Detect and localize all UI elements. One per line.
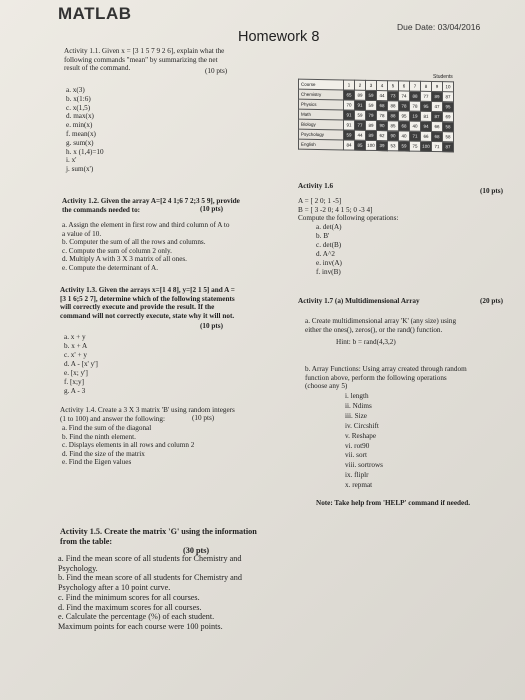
activity-1-7-part-b — [305, 365, 467, 391]
score-cell: 89 — [355, 90, 366, 100]
list-item: e. Find the Eigen values — [62, 458, 132, 466]
activity-1-3-line: will correctly execute and provide the result. If the — [60, 303, 215, 311]
list-item: c. Find the minimum scores for all courses. — [58, 592, 200, 602]
score-cell: 90 — [388, 131, 399, 141]
score-cell: 66 — [421, 131, 432, 141]
score-cell: 88 — [410, 91, 421, 101]
score-cell: 78 — [399, 101, 410, 111]
activity-1-5-items — [58, 554, 242, 632]
score-cell: 58 — [443, 122, 454, 132]
score-cell: 77 — [421, 91, 432, 101]
score-cell: 58 — [443, 132, 454, 142]
course-name: Physics — [299, 99, 344, 110]
list-item: Psychology after a 10 point curve. — [58, 583, 171, 593]
score-cell: 40 — [410, 121, 421, 131]
score-cell: 88 — [388, 101, 399, 111]
list-item: b. B' — [316, 231, 330, 240]
score-cell: 87 — [432, 111, 443, 121]
activity-1-5-points: (30 pts) — [183, 546, 210, 555]
score-cell: 90 — [377, 121, 388, 131]
activity-1-7-points: (20 pts) — [480, 297, 503, 305]
list-item: f. mean(x) — [66, 129, 96, 138]
score-cell: 47 — [432, 101, 443, 111]
activity-1-3-items — [64, 333, 98, 396]
list-item: ix. fliplr — [345, 471, 369, 480]
list-item: iv. Circshift — [345, 421, 379, 430]
list-item: d. Multiply A with 3 X 3 matrix of all ones. — [62, 255, 187, 263]
activity-1-6-line: Compute the following operations: — [298, 214, 399, 222]
activity-1-1-points: (10 pts) — [205, 67, 228, 75]
list-item: f. inv(B) — [316, 267, 341, 276]
list-item: a. x(3) — [66, 86, 85, 94]
table-row — [299, 139, 454, 152]
score-cell: 44 — [377, 91, 388, 101]
score-cell: 53 — [388, 141, 399, 151]
score-cell: 91 — [344, 120, 355, 130]
column-header: 10 — [443, 82, 454, 92]
list-item: a. Find the sum of the diagonal — [62, 424, 152, 432]
activity-1-6-title: Activity 1.6 — [298, 182, 334, 190]
activity-1-1-items — [66, 86, 104, 174]
activity-1-2-items — [62, 221, 229, 272]
course-name: Chemistry — [299, 89, 344, 100]
list-item: b. Find the ninth element. — [62, 432, 136, 441]
column-header: 5 — [388, 81, 399, 91]
course-name: Psychology — [299, 129, 344, 140]
score-cell: 59 — [366, 100, 377, 110]
list-item: e. [x; y'] — [64, 369, 88, 377]
score-cell: 88 — [388, 111, 399, 121]
list-item: b. x(1:6) — [66, 94, 91, 103]
score-cell: 77 — [355, 120, 366, 130]
list-item: a. det(A) — [316, 223, 342, 231]
list-item: a. Assign the element in first row and third column of A to — [62, 221, 230, 229]
score-cell: 68 — [399, 121, 410, 131]
score-cell: 68 — [432, 131, 443, 141]
score-cell: 95 — [421, 101, 432, 111]
activity-1-2-line: the commands needed to: — [62, 205, 141, 214]
list-item: a. Find the mean score of all students for Chemistry and — [58, 554, 242, 563]
score-cell: 19 — [410, 111, 421, 121]
score-cell: 85 — [388, 121, 399, 131]
score-cell: 94 — [421, 121, 432, 131]
score-cell: 62 — [377, 131, 388, 141]
score-cell: 40 — [399, 131, 410, 141]
score-cell: 71 — [410, 131, 421, 141]
activity-1-5-line: from the table: — [60, 536, 113, 546]
score-cell: 89 — [366, 120, 377, 130]
score-cell: 69 — [443, 112, 454, 122]
list-item: vii. sort — [345, 451, 367, 460]
activity-1-4-points: (10 pts) — [192, 414, 215, 422]
list-item: iii. Size — [345, 411, 367, 420]
list-item: h. x (1,4)=10 — [66, 147, 104, 156]
list-item: g. A - 3 — [64, 387, 86, 395]
list-item: d. A - [x' y'] — [64, 360, 98, 368]
score-cell: 39 — [377, 141, 388, 151]
score-cell: 68 — [377, 101, 388, 111]
activity-1-2-points: (10 pts) — [200, 205, 223, 213]
homework-title: Homework 8 — [238, 29, 320, 45]
activity-1-3-line: command will not correctly execute, state why it will not. — [60, 311, 235, 320]
activity-1-1-line: Activity 1.1. Given x = [3 1 5 7 9 2 6], explain what the — [64, 47, 225, 55]
activity-1-2-line: Activity 1.2. Given the array A=[2 4 1;6 7 2;3 5 9], provide — [62, 197, 240, 205]
score-cell: 87 — [443, 142, 454, 152]
list-item: d. Find the maximum scores for all courses. — [58, 602, 202, 612]
course-name: Math — [299, 109, 344, 120]
list-item: i. x' — [66, 156, 77, 165]
course-title: MATLAB — [58, 4, 132, 23]
list-item: f. [x;y] — [64, 378, 84, 386]
list-item: vi. rot90 — [345, 441, 370, 450]
activity-1-6-line: B = [ 3 -2 0; 4 1 5; 0 -3 4] — [298, 205, 373, 214]
activity-1-6-points: (10 pts) — [480, 187, 503, 195]
column-header: 7 — [410, 81, 421, 91]
activity-1-4-items — [62, 424, 194, 467]
score-cell: 89 — [432, 91, 443, 101]
activity-1-1-line: result of the command. — [64, 64, 131, 72]
list-item: e. Compute the determinant of A. — [62, 263, 159, 272]
column-header: 3 — [366, 80, 377, 90]
score-cell: 73 — [388, 91, 399, 101]
score-cell: 79 — [366, 110, 377, 120]
activity-1-1 — [64, 47, 224, 73]
score-cell: 59 — [355, 110, 366, 120]
activity-1-3 — [60, 286, 235, 320]
list-item: c. x(1,5) — [66, 103, 91, 112]
activity-1-3-points: (10 pts) — [200, 322, 223, 330]
score-cell: 74 — [399, 91, 410, 101]
list-item: Psychology. — [58, 563, 98, 573]
activity-1-7-line: a. Create multidimensional array 'K' (any size) using — [305, 317, 457, 325]
score-cell: 100 — [366, 140, 377, 150]
score-cell: 91 — [344, 110, 355, 120]
activity-1-6-line: A = [ 2 0; 1 -5] — [298, 197, 342, 205]
list-item: viii. sortrows — [345, 461, 383, 470]
score-cell: 95 — [443, 102, 454, 112]
column-header: 6 — [399, 81, 410, 91]
list-item: c. Compute the sum of column 2 only. — [62, 246, 172, 255]
list-item: b. x + A — [64, 342, 88, 350]
course-name: English — [299, 139, 344, 150]
students-label: Students — [433, 74, 453, 80]
list-item: g. sum(x) — [66, 138, 94, 147]
list-item: e. Calculate the percentage (%) of each student. — [58, 612, 215, 622]
score-cell: 87 — [443, 92, 454, 102]
activity-1-7-line: function above, perform the following operations — [305, 373, 447, 382]
score-cell: 75 — [410, 141, 421, 151]
list-item: b. Computer the sum of all the rows and columns. — [62, 238, 206, 246]
score-cell: 95 — [399, 111, 410, 121]
list-item: a value of 10. — [62, 229, 102, 238]
column-header: 8 — [421, 81, 432, 91]
activity-1-5 — [60, 527, 257, 546]
score-cell: 85 — [355, 140, 366, 150]
activity-1-6 — [298, 197, 398, 223]
activity-1-7-line: (choose any 5) — [305, 382, 348, 390]
activity-1-3-line: [3 1 6;5 2 7], determine which of the following statements — [60, 294, 235, 303]
list-item: b. Find the mean score of all students for Chemistry and — [58, 573, 242, 583]
activity-1-7-line: b. Array Functions: Using array created through random — [305, 365, 467, 373]
activity-1-6-items — [316, 223, 342, 276]
list-item: c. Displays elements in all rows and column 2 — [62, 441, 195, 449]
list-item: i. length — [345, 392, 369, 400]
score-cell: 71 — [432, 141, 443, 151]
activity-1-4-line: (1 to 100) and answer the following: — [60, 414, 165, 423]
list-item: c. det(B) — [316, 240, 342, 249]
help-note: Note: Take help from 'HELP' command if needed. — [316, 499, 470, 507]
array-function-list — [345, 392, 383, 491]
activity-1-7-title: Activity 1.7 (a) Multidimensional Array — [298, 297, 420, 305]
score-cell: 100 — [421, 141, 432, 151]
activity-1-7-part-a — [305, 317, 456, 334]
due-date: Due Date: 03/04/2016 — [397, 22, 481, 32]
list-item: d. A^2 — [316, 249, 335, 258]
score-cell: 59 — [399, 141, 410, 151]
list-item: e. min(x) — [66, 121, 93, 130]
column-header: 4 — [377, 81, 388, 91]
list-item: j. sum(x') — [66, 165, 94, 174]
score-cell: 84 — [344, 140, 355, 150]
score-cell: 65 — [344, 90, 355, 100]
score-cell: 89 — [366, 130, 377, 140]
list-item: d. max(x) — [66, 112, 94, 121]
list-item: d. Find the size of the matrix — [62, 449, 145, 458]
score-cell: 59 — [344, 130, 355, 140]
activity-1-7-hint: Hint: b = rand(4,3,2) — [336, 338, 396, 346]
score-cell: 78 — [410, 101, 421, 111]
list-item: Maximum points for each course were 100 points. — [58, 621, 223, 631]
activity-1-5-line: Activity 1.5. Create the matrix 'G' using the information — [60, 527, 257, 536]
list-item: v. Reshape — [345, 431, 377, 440]
activity-1-4-line: Activity 1.4. Create a 3 X 3 matrix 'B' using random integers — [60, 406, 235, 414]
score-cell: 81 — [421, 111, 432, 121]
score-cell: 78 — [377, 111, 388, 121]
course-name: Biology — [299, 119, 344, 130]
score-cell: 91 — [355, 100, 366, 110]
column-header: 1 — [344, 80, 355, 90]
column-header: 2 — [355, 80, 366, 90]
score-cell: 66 — [432, 121, 443, 131]
list-item: a. x + y — [64, 333, 86, 341]
score-cell: 44 — [355, 130, 366, 140]
course-header: Course — [299, 79, 344, 90]
activity-1-7-line: either the ones(), zeros(), or the rand() function. — [305, 325, 443, 334]
column-header: 9 — [432, 81, 443, 91]
grades-table — [298, 79, 454, 153]
score-cell: 59 — [366, 90, 377, 100]
list-item: ii. Ndims — [345, 401, 372, 410]
list-item: x. repmat — [345, 481, 373, 490]
activity-1-1-line: following commands "mean" by summarizing the net — [64, 55, 218, 64]
list-item: c. x' + y — [64, 351, 87, 359]
activity-1-3-line: Activity 1.3. Given the arrays x=[1 4 8], y=[2 1 5] and A = — [60, 286, 235, 294]
score-cell: 70 — [344, 100, 355, 110]
list-item: e. inv(A) — [316, 258, 342, 267]
